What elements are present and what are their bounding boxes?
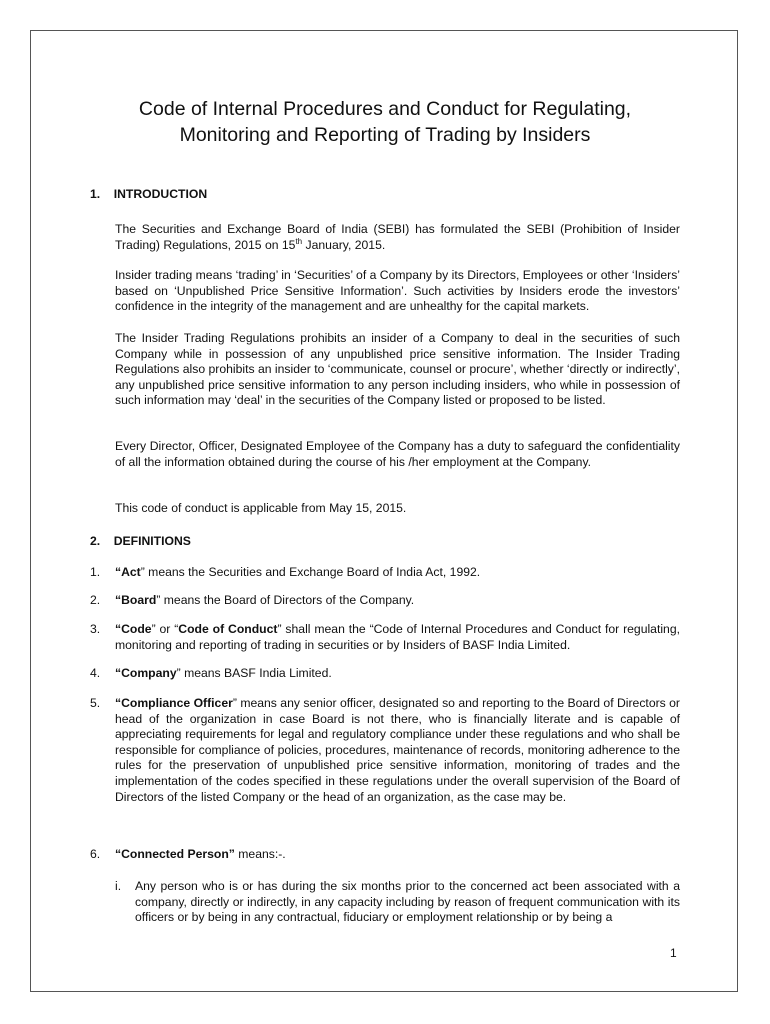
definition-5: [115, 696, 680, 805]
definition-3-term: “Code: [115, 622, 152, 636]
definition-3-joiner: ” or “: [151, 622, 179, 636]
title-line-2: Monitoring and Reporting of Trading by Insiders: [179, 124, 591, 146]
intro-p1-text: The Securities and Exchange Board of India (SEBI) has formulated the SEBI (Prohibition of Insider Trading) Regulations, 2015 on 15: [115, 222, 680, 252]
definition-2-term: “Board: [115, 593, 157, 607]
definition-6-term: “Connected Person”: [115, 847, 235, 861]
definition-3: [115, 622, 680, 653]
definition-5-term: “Compliance Officer: [115, 696, 233, 710]
intro-p1-end: January, 2015.: [302, 237, 386, 252]
definition-6-number: 6.: [90, 847, 101, 861]
definition-3-text: ” shall mean the “Code of Internal Procedures and Conduct for regulating, monitoring and reporting of trading in securities or by Insiders of BASF India Limited.: [115, 622, 680, 652]
section-1-number: 1.: [90, 187, 101, 201]
sub-item-i-number: i.: [115, 879, 122, 893]
section-2-heading: [90, 534, 191, 548]
section-1-title: INTRODUCTION: [113, 187, 208, 201]
definition-3-number: 3.: [90, 622, 101, 636]
sub-item-i: Any person who is or has during the six months prior to the concerned act been associated with a company, directly or indirectly, in any capacity including by reason of frequent communication with its officers or by being in any contractual, fiduciary or employment relationship or by being a: [135, 879, 680, 925]
definition-5-number: 5.: [90, 696, 101, 710]
definition-4-number: 4.: [90, 666, 101, 680]
intro-paragraph-3: The Insider Trading Regulations prohibits an insider of a Company to deal in the securities of such Company while in possession of any unpublished price sensitive information. The Insider Trading Regulations also prohibits an insider to ‘communicate, counsel or procure’, whether ‘directly or indirectly’, any unpublished price sensitive information to any person including insiders, who while in possession of such information may ‘deal’ in the securities of the Company listed or proposed to be listed.: [115, 331, 680, 408]
document-title: [60, 96, 710, 148]
definition-2: [115, 593, 680, 609]
definition-1-number: 1.: [90, 565, 101, 579]
definition-1-text: ” means the Securities and Exchange Board of India Act, 1992.: [140, 565, 481, 579]
definition-4: [115, 666, 680, 682]
section-2-number: 2.: [90, 534, 101, 548]
intro-paragraph-4: Every Director, Officer, Designated Employee of the Company has a duty to safeguard the confidentiality of all the information obtained during the course of his /her employment at the Company.: [115, 439, 680, 469]
definition-5-text: ” means any senior officer, designated so and reporting to the Board of Directors or head of the organization in case Board is not there, who is financially literate and is capable of appreciating requirements for legal and regulatory compliance under these regulations and who shall be responsible for compliance of policies, procedures, maintenance of records, monitoring adherence to the rules for the preservation of unpublished price sensitive information, monitoring of trades and the implementation of the codes specified in these regulations under the overall supervision of the Board of Directors of the listed Company or the head of an organization, as the case may be.: [115, 696, 680, 804]
definition-2-text: ” means the Board of Directors of the Company.: [156, 593, 415, 607]
definition-3-term-2: Code of Conduct: [178, 622, 278, 636]
definition-6: [115, 847, 680, 863]
section-1-heading: [90, 187, 207, 201]
definition-4-text: ” means BASF India Limited.: [176, 666, 332, 680]
intro-paragraph-5: This code of conduct is applicable from May 15, 2015.: [115, 501, 407, 515]
title-line-1: Code of Internal Procedures and Conduct for Regulating,: [138, 98, 632, 120]
page-number: 1: [670, 946, 677, 960]
section-2-title: DEFINITIONS: [113, 534, 191, 548]
intro-p1-superscript: th: [295, 236, 303, 246]
definition-2-number: 2.: [90, 593, 101, 607]
definition-1-term: “Act: [115, 565, 141, 579]
definition-6-text: means:-.: [234, 847, 286, 861]
definition-1: [115, 565, 680, 581]
intro-paragraph-1: [115, 222, 680, 253]
intro-paragraph-2: Insider trading means ‘trading’ in ‘Securities’ of a Company by its Directors, Employees or other ‘Insiders’ based on ‘Unpublished Price Sensitive Information’. Such activities by Insiders erode the investors’ confidence in the integrity of the management and are unhealthy for the capital markets.: [115, 268, 680, 314]
definition-4-term: “Company: [115, 666, 177, 680]
